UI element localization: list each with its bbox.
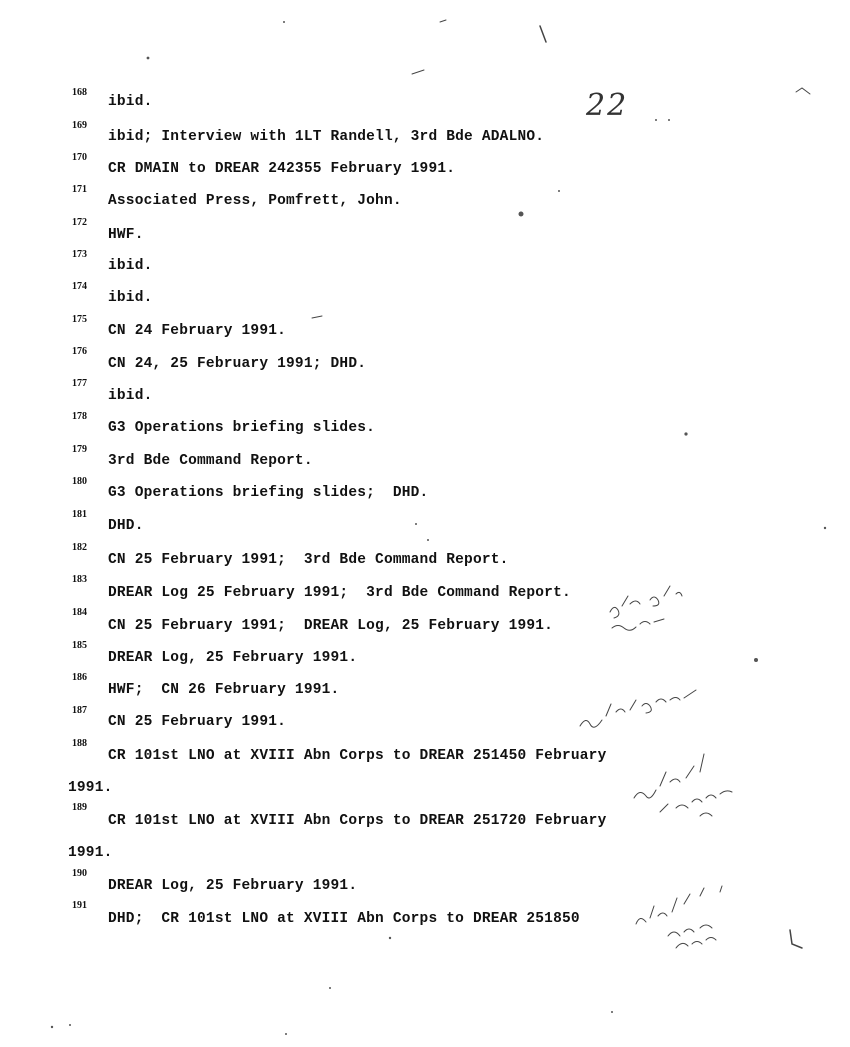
note-text: ibid. (108, 388, 153, 404)
note-text: CN 25 February 1991; 3rd Bde Command Report. (108, 552, 509, 568)
note-number: 176 (72, 346, 87, 357)
note-text: ibid. (108, 258, 153, 274)
note-text: DREAR Log 25 February 1991; 3rd Bde Command Report. (108, 585, 571, 601)
note-text: CR DMAIN to DREAR 242355 February 1991. (108, 161, 456, 177)
note-text: 3rd Bde Command Report. (108, 453, 313, 469)
note-text: CR 101st LNO at XVIII Abn Corps to DREAR 251450 February (108, 748, 607, 764)
note-number: 178 (72, 411, 87, 422)
note-number: 181 (72, 509, 87, 520)
note-number: 187 (72, 705, 87, 716)
note-text: ibid. (108, 94, 153, 110)
note-text: CN 25 February 1991; DREAR Log, 25 February 1991. (108, 618, 554, 634)
note-number: 170 (72, 152, 87, 163)
note-number: 190 (72, 868, 87, 879)
note-text: CN 24, 25 February 1991; DHD. (108, 356, 367, 372)
note-number: 189 (72, 802, 87, 813)
note-continuation: 1991. (68, 780, 113, 796)
note-text: G3 Operations briefing slides; DHD. (108, 485, 429, 501)
note-text: DREAR Log, 25 February 1991. (108, 878, 358, 894)
note-number: 173 (72, 249, 87, 260)
note-number: 184 (72, 607, 87, 618)
note-number: 186 (72, 672, 87, 683)
note-number: 179 (72, 444, 87, 455)
note-number: 168 (72, 87, 87, 98)
note-number: 188 (72, 738, 87, 749)
note-text: DREAR Log, 25 February 1991. (108, 650, 358, 666)
note-number: 177 (72, 378, 87, 389)
note-number: 180 (72, 476, 87, 487)
note-text: ibid; Interview with 1LT Randell, 3rd Bde ADALNO. (108, 129, 545, 145)
note-number: 182 (72, 542, 87, 553)
note-number: 171 (72, 184, 87, 195)
note-continuation: 1991. (68, 845, 113, 861)
note-number: 172 (72, 217, 87, 228)
note-text: Associated Press, Pomfrett, John. (108, 193, 402, 209)
note-number: 174 (72, 281, 87, 292)
note-text: CN 25 February 1991. (108, 714, 287, 730)
note-text: DHD; CR 101st LNO at XVIII Abn Corps to DREAR 251850 (108, 911, 580, 927)
note-number: 169 (72, 120, 87, 131)
note-text: HWF; CN 26 February 1991. (108, 682, 340, 698)
note-number: 175 (72, 314, 87, 325)
note-text: CN 24 February 1991. (108, 323, 287, 339)
note-number: 185 (72, 640, 87, 651)
note-text: HWF. (108, 227, 144, 243)
note-text: CR 101st LNO at XVIII Abn Corps to DREAR 251720 February (108, 813, 607, 829)
note-number: 183 (72, 574, 87, 585)
note-number: 191 (72, 900, 87, 911)
note-text: DHD. (108, 518, 144, 534)
note-text: ibid. (108, 290, 153, 306)
note-text: G3 Operations briefing slides. (108, 420, 376, 436)
handwritten-page-number: 22 (586, 88, 629, 123)
